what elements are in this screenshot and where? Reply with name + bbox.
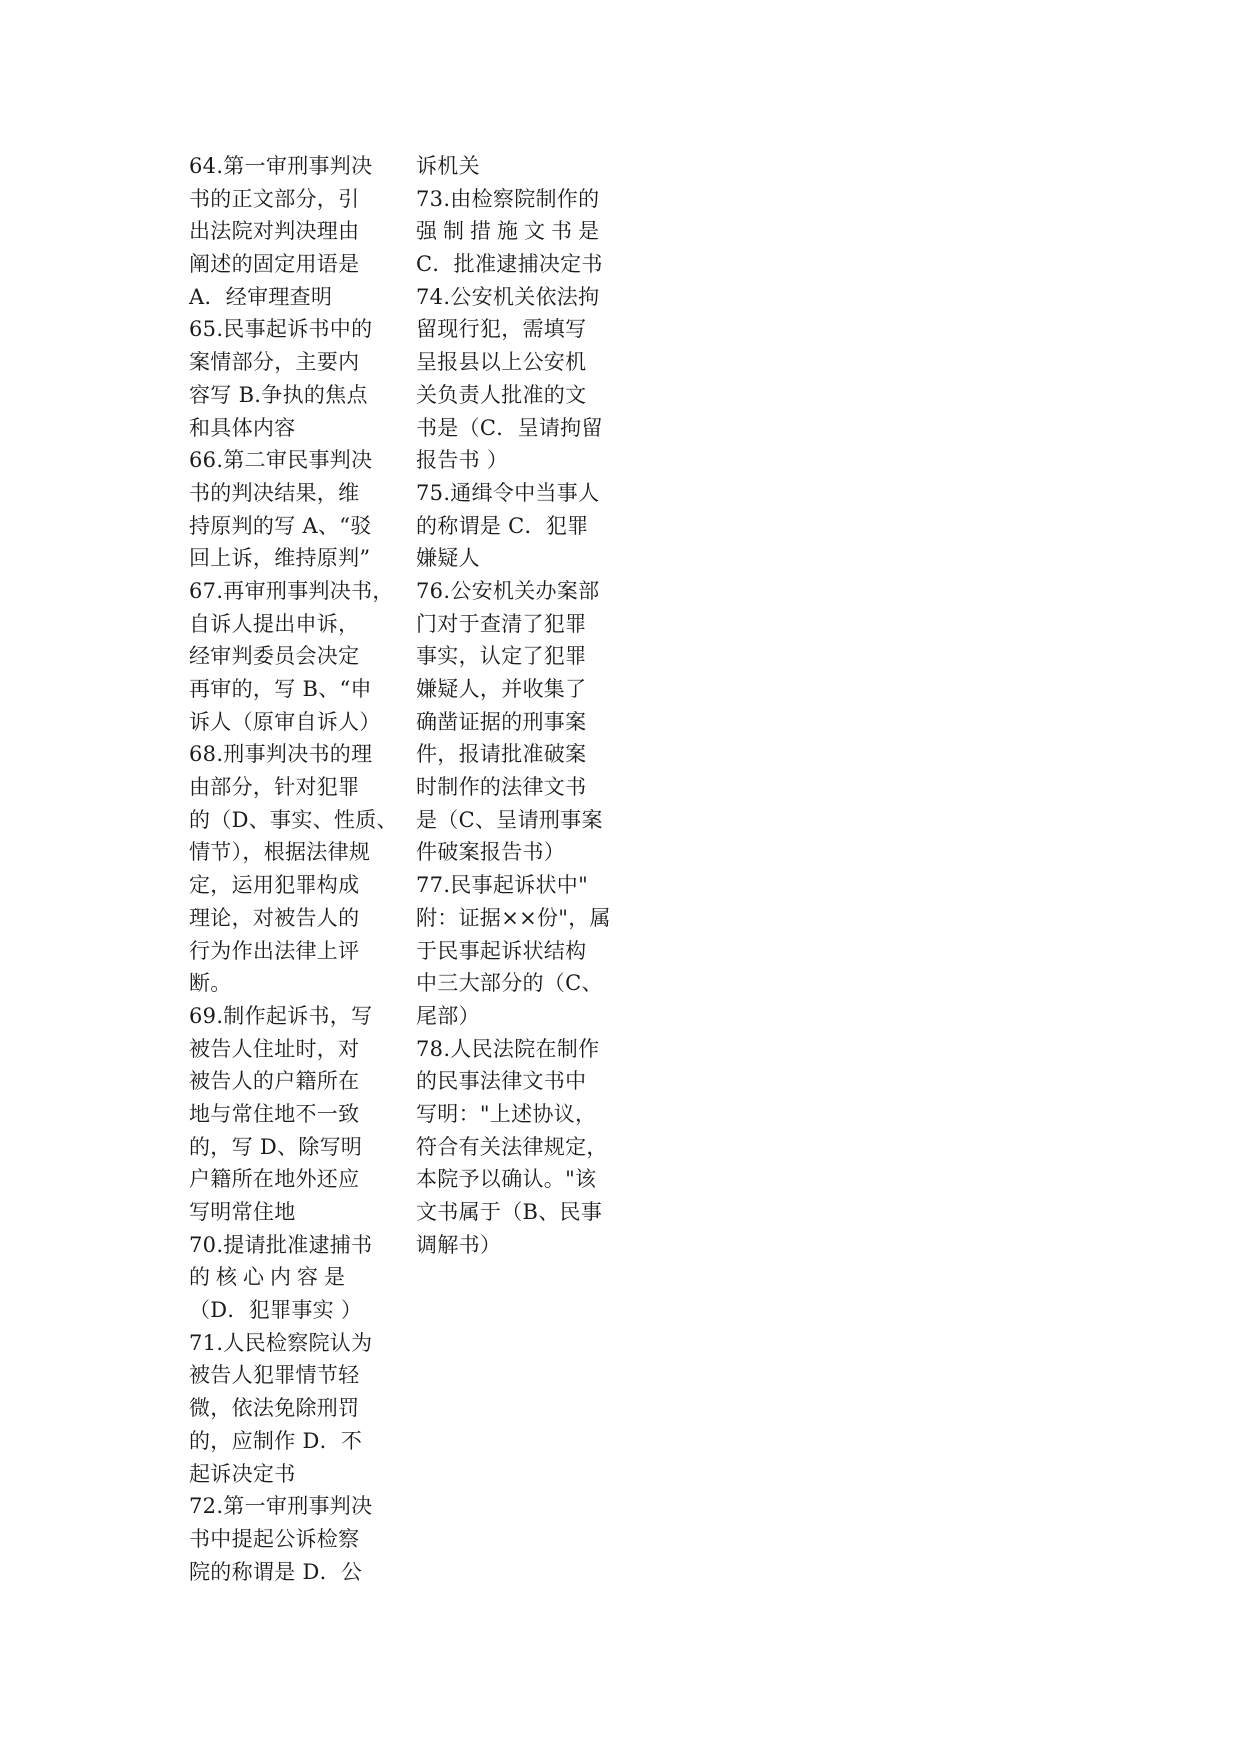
text-line: 事实，认定了犯罪: [416, 644, 587, 669]
text-line: A．经审理查明: [189, 284, 333, 309]
text-line: （D．犯罪事实 ）: [189, 1298, 363, 1323]
text-line: 73.由检察院制作的: [416, 186, 600, 211]
text-line: 微，依法免除刑罚: [189, 1396, 360, 1421]
text-line: 诉人（原审自诉人）: [189, 709, 381, 734]
text-line: 调解书）: [416, 1232, 502, 1257]
text-line: 定，运用犯罪构成: [189, 873, 360, 898]
text-line: 和具体内容: [189, 415, 296, 440]
text-line: 被告人住址时，对: [189, 1036, 360, 1061]
text-line: 容写 B.争执的焦点: [189, 382, 368, 407]
text-line: 经审判委员会决定: [189, 644, 360, 669]
text-line: 院的称谓是 D．公: [189, 1559, 363, 1584]
text-line: 64.第一审刑事判决: [189, 154, 373, 178]
text-line: 强制措施文书是: [416, 219, 605, 244]
text-line: 报告书 ）: [416, 448, 509, 473]
text-line: 时制作的法律文书: [416, 775, 587, 800]
text-line: 回上诉，维持原判”: [189, 546, 371, 571]
text-line: 的核心内容是: [189, 1265, 351, 1290]
text-line: 69.制作起诉书，写: [189, 1003, 373, 1028]
text-line: 是（C、呈请刑事案: [416, 807, 603, 832]
text-line: 情节），根据法律规: [189, 840, 371, 865]
text-line: 书中提起公诉检察: [189, 1526, 360, 1551]
text-line: 于民事起诉状结构: [416, 938, 587, 963]
text-line: 关负责人批准的文: [416, 382, 587, 407]
text-line: 书的正文部分，引: [189, 186, 360, 211]
text-line: 呈报县以上公安机: [416, 350, 587, 375]
text-line: 被告人犯罪情节轻: [189, 1363, 360, 1388]
text-line: 自诉人提出申诉，: [189, 611, 360, 636]
right-column: [416, 150, 611, 1261]
text-line: 写明常住地: [189, 1200, 296, 1224]
text-line: C．批准逮捕决定书: [416, 252, 603, 277]
text-line: 尾部）: [416, 1003, 480, 1028]
text-line: 断。: [189, 971, 232, 996]
text-line: 67.再审刑事判决书，: [189, 578, 394, 603]
text-line: 的，应制作 D．不: [189, 1428, 363, 1453]
text-line: 的民事法律文书中: [416, 1069, 587, 1094]
text-line: 74.公安机关依法拘: [416, 284, 600, 309]
text-line: 本院予以确认。"该: [416, 1167, 597, 1192]
text-line: 书是（C．呈请拘留: [416, 415, 603, 440]
text-line: 72.第一审刑事判决: [189, 1494, 373, 1519]
text-line: 确凿证据的刑事案: [416, 709, 587, 734]
left-column: [189, 150, 398, 1588]
text-line: 附：证据××份"，属: [416, 905, 611, 930]
text-line: 留现行犯，需填写: [416, 317, 587, 342]
text-line: 再审的，写 B、“申: [189, 677, 372, 701]
text-line: 阐述的固定用语是: [189, 252, 360, 277]
text-line: 符合有关法律规定，: [416, 1134, 608, 1159]
text-line: 由部分，针对犯罪: [189, 775, 360, 800]
text-line: 嫌疑人，并收集了: [416, 677, 587, 701]
text-line: 的称谓是 C．犯罪: [416, 513, 589, 538]
text-line: 70.提请批准逮捕书: [189, 1232, 373, 1257]
text-line: 理论，对被告人的: [189, 905, 360, 930]
text-line: 78.人民法院在制作: [416, 1036, 600, 1061]
text-line: 77.民事起诉状中": [416, 873, 589, 898]
text-line: 66.第二审民事判决: [189, 448, 373, 473]
text-line: 68.刑事判决书的理: [189, 742, 373, 767]
text-line: 75.通缉令中当事人: [416, 480, 600, 505]
text-line: 件破案报告书）: [416, 840, 566, 865]
text-line: 持原判的写 A、“驳: [189, 513, 372, 538]
text-line: 行为作出法律上评: [189, 938, 360, 963]
text-line: 76.公安机关办案部: [416, 578, 600, 603]
text-line: 地与常住地不一致: [189, 1101, 360, 1126]
text-line: 写明："上述协议，: [416, 1101, 597, 1126]
text-line: 诉机关: [416, 154, 480, 178]
text-line: 65.民事起诉书中的: [189, 317, 373, 342]
text-line: 的，写 D、除写明: [189, 1134, 363, 1159]
text-line: 件，报请批准破案: [416, 742, 587, 767]
text-line: 的（D、事实、性质、: [189, 807, 398, 832]
text-line: 户籍所在地外还应: [189, 1167, 360, 1192]
text-line: 中三大部分的（C、: [416, 971, 603, 996]
text-line: 案情部分，主要内: [189, 350, 360, 375]
text-line: 起诉决定书: [189, 1461, 296, 1486]
text-line: 71.人民检察院认为: [189, 1330, 373, 1355]
text-line: 门对于查清了犯罪: [416, 611, 587, 636]
text-line: 嫌疑人: [416, 546, 480, 571]
text-line: 出法院对判决理由: [189, 219, 360, 244]
text-line: 书的判决结果，维: [189, 480, 360, 505]
text-line: 被告人的户籍所在: [189, 1069, 360, 1094]
text-line: 文书属于（B、民事: [416, 1200, 603, 1224]
